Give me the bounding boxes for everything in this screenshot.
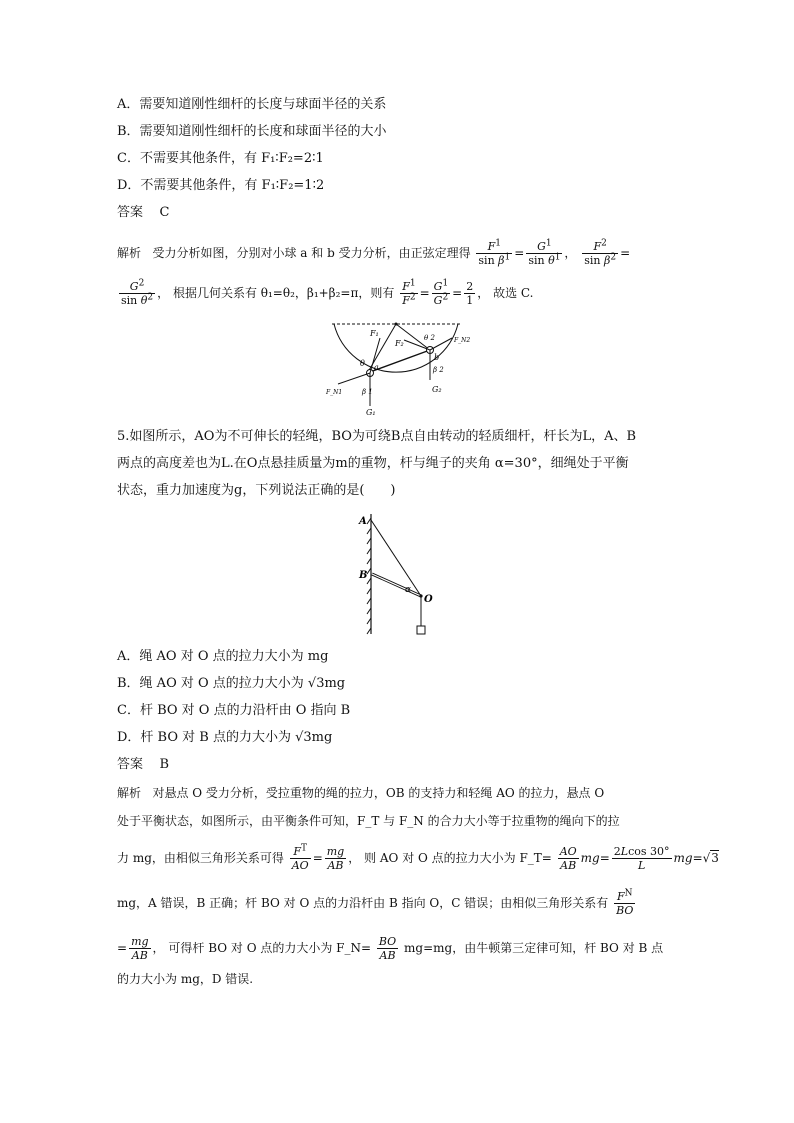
wall-hatch	[367, 528, 371, 534]
wall-hatch	[367, 578, 371, 584]
q5-analysis-line4	[117, 890, 637, 917]
q5-option-a: A．绳 AO 对 O 点的拉力大小为 mg	[117, 649, 329, 664]
analysis-label: 解析	[117, 786, 142, 800]
label-b: B	[359, 570, 368, 581]
analysis-text: 根据几何关系有 θ₁=θ₂，β₁+β₂=π，则有	[172, 286, 395, 300]
q5-option-d: D．杆 BO 对 B 点的力大小为 √3mg	[117, 730, 333, 745]
arrow-fn1	[338, 373, 370, 384]
fraction: $\frac{F^1}{\sin \beta^1}$	[478, 238, 511, 267]
wall-hatch	[367, 588, 371, 594]
label-theta2: θ 2	[424, 334, 435, 342]
wall-hatch	[367, 548, 371, 554]
wall-hatch	[367, 628, 371, 634]
q4-answer	[117, 204, 170, 222]
fraction: $\frac{F^N}{BO}$	[616, 888, 634, 917]
fraction: $\frac{F^1}{F^2}$	[402, 278, 416, 307]
label-a: A	[359, 516, 367, 527]
q5-analysis-line2: 处于平衡状态，如图所示，由平衡条件可知，F_T 与 F_N 的合力大小等于拉重物的绳向下的拉	[117, 814, 620, 828]
analysis-text: 可得杆 BO 对 O 点的力大小为 F_N=	[168, 941, 372, 955]
fraction: $\frac{mg}{AB}$	[326, 845, 345, 872]
wall-hatch	[367, 538, 371, 544]
wall-hatch	[367, 568, 371, 574]
q5-option-c: C．杆 BO 对 O 点的力沿杆由 O 指向 B	[117, 703, 351, 718]
fraction: $\frac{G^2}{\sin \theta^2}$	[121, 278, 154, 307]
label-alpha: α	[405, 585, 412, 595]
label-a: a	[374, 363, 379, 372]
label-g1: G₁	[366, 408, 376, 417]
weight	[417, 626, 425, 634]
fraction: $\frac{G^1}{G^2}$	[433, 278, 449, 307]
fraction: $\frac{BO}{AB}$	[378, 935, 397, 962]
q4-option-b: B．需要知道刚性细杆的长度和球面半径的大小	[117, 124, 387, 139]
fraction: $\frac{2}{1}$	[466, 280, 474, 307]
q5-figure	[355, 510, 440, 640]
fraction: $\frac{F^2}{\sin \beta^2}$	[584, 238, 617, 267]
q4-analysis-line1: 解析 受力分析如图，分别对小球 a 和 b 受力分析，由正弦定理得 $\frac{F^1}{\sin \beta^1}$ = $\frac{G^1}{\sin \theta^1}$ ， $\frac{F^2}{\sin \beta^2}$ =	[117, 238, 631, 267]
q4-option-a: A．需要知道刚性细杆的长度与球面半径的关系	[117, 97, 387, 112]
fraction: $\frac{F^T}{AO}$	[291, 843, 309, 872]
fraction: $\frac{AO}{AB}$	[559, 845, 577, 872]
q5-stem-line2: 两点的高度差也为L.在O点悬挂质量为m的重物，杆与绳子的夹角 α=30°，细绳处于平衡	[117, 456, 629, 471]
analysis-label: 解析	[117, 246, 142, 260]
answer-label: 答案	[117, 757, 144, 772]
label-beta1: β 1	[362, 388, 373, 396]
analysis-text: 对悬点 O 受力分析，受拉重物的绳的拉力，OB 的支持力和轻绳 AO 的拉力，悬点 O	[152, 786, 605, 800]
analysis-text: mg=mg，由牛顿第三定律可知，杆 BO 对 B 点	[404, 941, 664, 955]
label-fn1: F_N1	[326, 389, 343, 396]
fraction: $\frac{G^1}{\sin \theta^1}$	[528, 238, 561, 267]
label-f1: F₁	[370, 329, 379, 338]
answer-value: C	[159, 205, 170, 220]
wall-hatch	[367, 608, 371, 614]
q5-answer	[117, 756, 169, 774]
label-beta2: β 2	[433, 366, 444, 374]
q5-analysis-line3: 力 mg，由相似三角形关系可得 $\frac{F^T}{AO}$ = $\frac{mg}{AB}$ ， 则 AO 对 O 点的拉力大小为 F_T= $\frac{AO}{AB}$ mg= $\frac{2Lcos 30^\circ}{L}$ mg=√3	[117, 843, 719, 872]
hemisphere-arc	[334, 324, 458, 372]
label-o: O	[424, 594, 433, 605]
analysis-text: 力 mg，由相似三角形关系可得	[117, 851, 284, 865]
label-f2: F₂	[395, 339, 404, 348]
q5-option-b: B．绳 AO 对 O 点的拉力大小为 √3mg	[117, 676, 346, 691]
answer-value: B	[159, 757, 170, 772]
analysis-text: 受力分析如图，分别对小球 a 和 b 受力分析，由正弦定理得	[152, 246, 471, 260]
q5-stem-line1: 5.如图所示，AO为不可伸长的轻绳，BO为可绕B点自由转动的轻质细杆，杆长为L，A、B	[117, 429, 637, 444]
wall-hatch	[367, 558, 371, 564]
q5-analysis-line5: = $\frac{mg}{AB}$ ， 可得杆 BO 对 O 点的力大小为 F_N= $\frac{BO}{AB}$ mg=mg，由牛顿第三定律可知，杆 BO 对 B 点	[117, 935, 664, 962]
center-dot	[395, 323, 398, 326]
wall-hatch	[367, 618, 371, 624]
q5-analysis-line6: 的力大小为 mg，D 错误.	[117, 972, 254, 986]
fraction: $\frac{2Lcos 30^\circ}{L}$	[613, 845, 670, 872]
label-g2: G₂	[432, 385, 442, 394]
fraction: $\frac{mg}{AB}$	[131, 935, 149, 962]
label-fn2: F_N2	[454, 337, 471, 344]
label-b: b	[434, 353, 440, 362]
wall-hatch	[367, 598, 371, 604]
q4-option-d: D．不需要其他条件，有 F₁∶F₂=1∶2	[117, 178, 325, 193]
q4-option-c: C．不需要其他条件，有 F₁∶F₂=2∶1	[117, 151, 324, 166]
analysis-text: 则 AO 对 O 点的拉力大小为 F_T=	[364, 851, 552, 865]
analysis-text: 故选 C.	[493, 286, 534, 300]
q5-analysis-line1	[117, 784, 604, 802]
answer-label: 答案	[117, 205, 144, 220]
wall-hatch	[367, 518, 371, 524]
analysis-text: mg，A 错误，B 正确；杆 BO 对 O 点的力沿杆由 B 指向 O，C 错误；由相似三角形关系有	[117, 896, 609, 910]
q4-analysis-line2: $\frac{G^2}{\sin \theta^2}$ ， 根据几何关系有 θ₁=θ₂，β₁+β₂=π，则有 $\frac{F^1}{F^2}$ = $\frac{G^1}{G^2}$ = $\frac{2}{1}$ ， 故选 C.	[121, 278, 534, 307]
q4-figure	[320, 318, 480, 418]
q5-stem-line3: 状态，重力加速度为g，下列说法正确的是( )	[117, 483, 396, 498]
label-theta1: θ	[360, 359, 365, 368]
